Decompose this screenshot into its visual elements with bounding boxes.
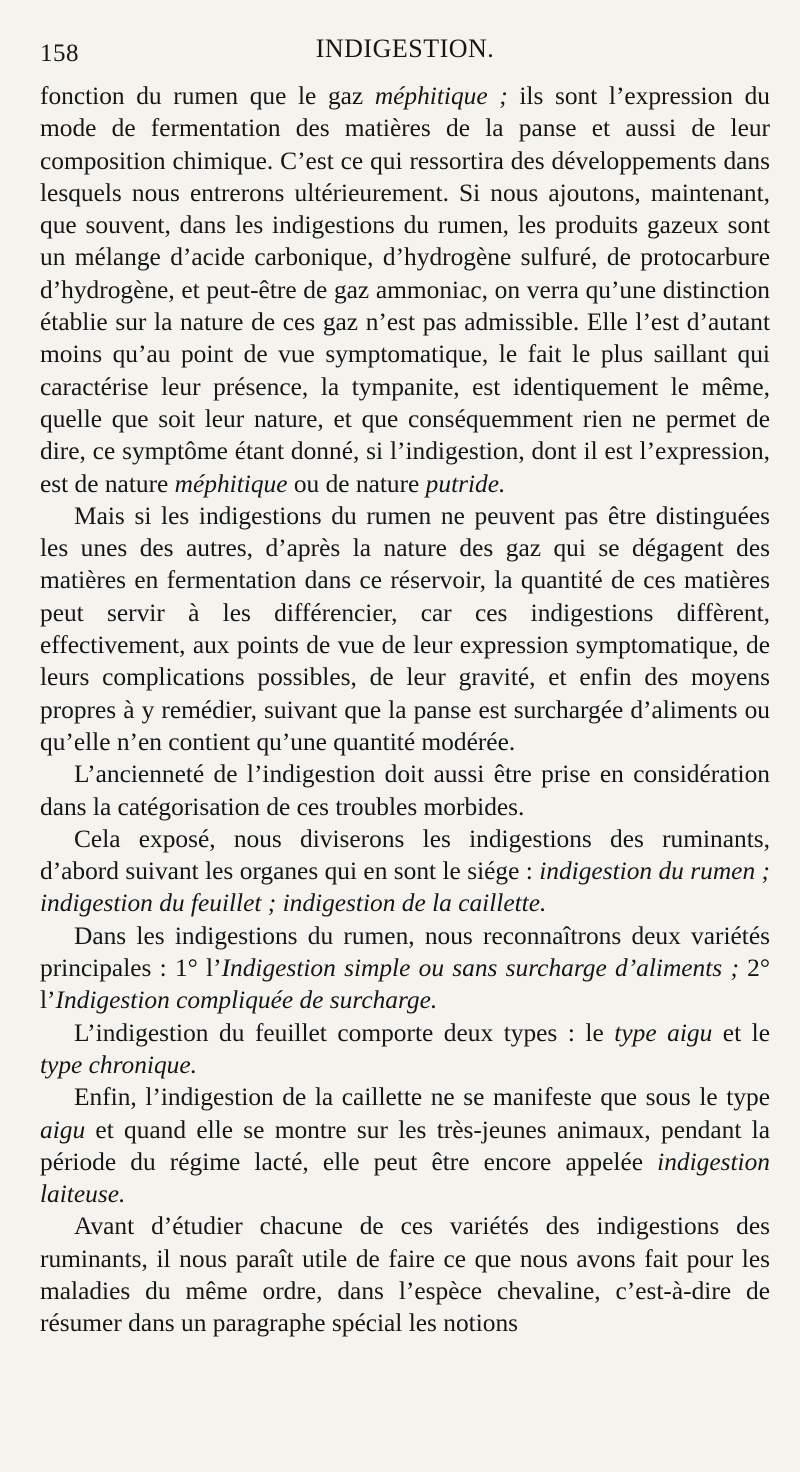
text-run: et quand elle se montre sur les très-jeunes animaux, pendant la période du régime lacté, elle peut être encore appelée (40, 1115, 770, 1176)
paragraph (40, 758, 770, 823)
text-run: Dans les indigestions du rumen, nous reconnaîtrons deux variétés principales : 1° l’ (40, 921, 770, 983)
italic-text: Indigestion compliquée de surcharge. (55, 986, 438, 1015)
italic-text: méphitique (174, 469, 288, 498)
paragraph (40, 1017, 770, 1082)
text-run: fonction du rumen que le gaz (40, 82, 375, 110)
text-run: Avant d’étudier chacune de ces variétés des indigestions des ruminants, il nous paraît utile de faire ce que nous avons fait pour les maladies du même ordre, dans l’espèce chevaline, c’est-à-dire de résumer dans un paragraphe spécial les notions (40, 1212, 770, 1338)
paragraph (40, 1210, 770, 1339)
page-number: 158 (40, 40, 79, 67)
italic-text: indigestion du rumen ; indigestion du feuillet ; indigestion de la caillette. (40, 857, 770, 918)
italic-text: indigestion laiteuse. (40, 1147, 770, 1209)
text-run: L’ancienneté de l’indigestion doit aussi être prise en considération dans la catégorisation de ces troubles morbides. (40, 760, 770, 821)
italic-text: type chronique. (40, 1050, 197, 1079)
text-run: et le (712, 1018, 770, 1047)
paragraph (40, 823, 770, 920)
text-run: 2° l’ (40, 954, 771, 1015)
italic-text: méphitique ; (374, 82, 508, 110)
text-run: ils sont l’expression du mode de fermentation des matières de la panse et aussi de leur composition chimique. C’est ce qui ressortira des développements dans lesquels nous entrerons ultérieurement. Si nous ajoutons, maintenant, que souvent, dans les indigestions du rumen, les produits gazeux sont un mélange d’acide carbonique, d’hydrogène sulfuré, de protocarbure d’hydrogène, et peut-être de gaz ammoniac, on verra qu’une distinction établie sur la nature de ces gaz n’est pas admissible. Elle l’est d’autant moins qu’au point de vue symptomatique, le fait le plus saillant qui caractérise leur présence, la tympanite, est identiquement le même, quelle que soit leur nature, et que conséquemment rien ne permet de dire, ce symptôme étant donné, si l’indigestion, dont il est l’expression, est de nature (40, 82, 771, 498)
running-head: INDIGESTION. (315, 34, 495, 63)
italic-text: Indigestion simple ou sans surcharge d’aliments ; (221, 954, 739, 983)
italic-text: type aigu (614, 1018, 713, 1047)
text-run: Cela exposé, nous diviserons les indigestions des ruminants, d’abord suivant les organes qui en sont le siége : (40, 824, 770, 886)
paragraph (40, 80, 770, 500)
italic-text: aigu (40, 1115, 86, 1144)
paragraph (40, 500, 770, 758)
page-header (40, 34, 770, 80)
text-run: L’indigestion du feuillet comporte deux types : le (74, 1018, 615, 1047)
text-run: ou de nature (287, 469, 426, 498)
text-run: Mais si les indigestions du rumen ne peuvent pas être distinguées les unes des autres, d’après la nature des gaz qui se dégagent des matières en fermentation dans ce réservoir, la quantité de ces matières peut servir à les différencier, car ces indigestions diffèrent, effectivement, aux points de vue de leur expression symptomatique, de leurs complications possibles, de leur gravité, et enfin des moyens propres à y remédier, suivant que la panse est surchargée d’aliments ou qu’elle n’en contient qu’une quantité modérée. (40, 501, 770, 756)
text-run: Enfin, l’indigestion de la caillette ne se manifeste que sous le type (74, 1083, 770, 1112)
body-text (40, 80, 770, 1340)
paragraph (40, 1081, 770, 1210)
italic-text: putride. (425, 469, 506, 498)
paragraph (40, 920, 770, 1017)
